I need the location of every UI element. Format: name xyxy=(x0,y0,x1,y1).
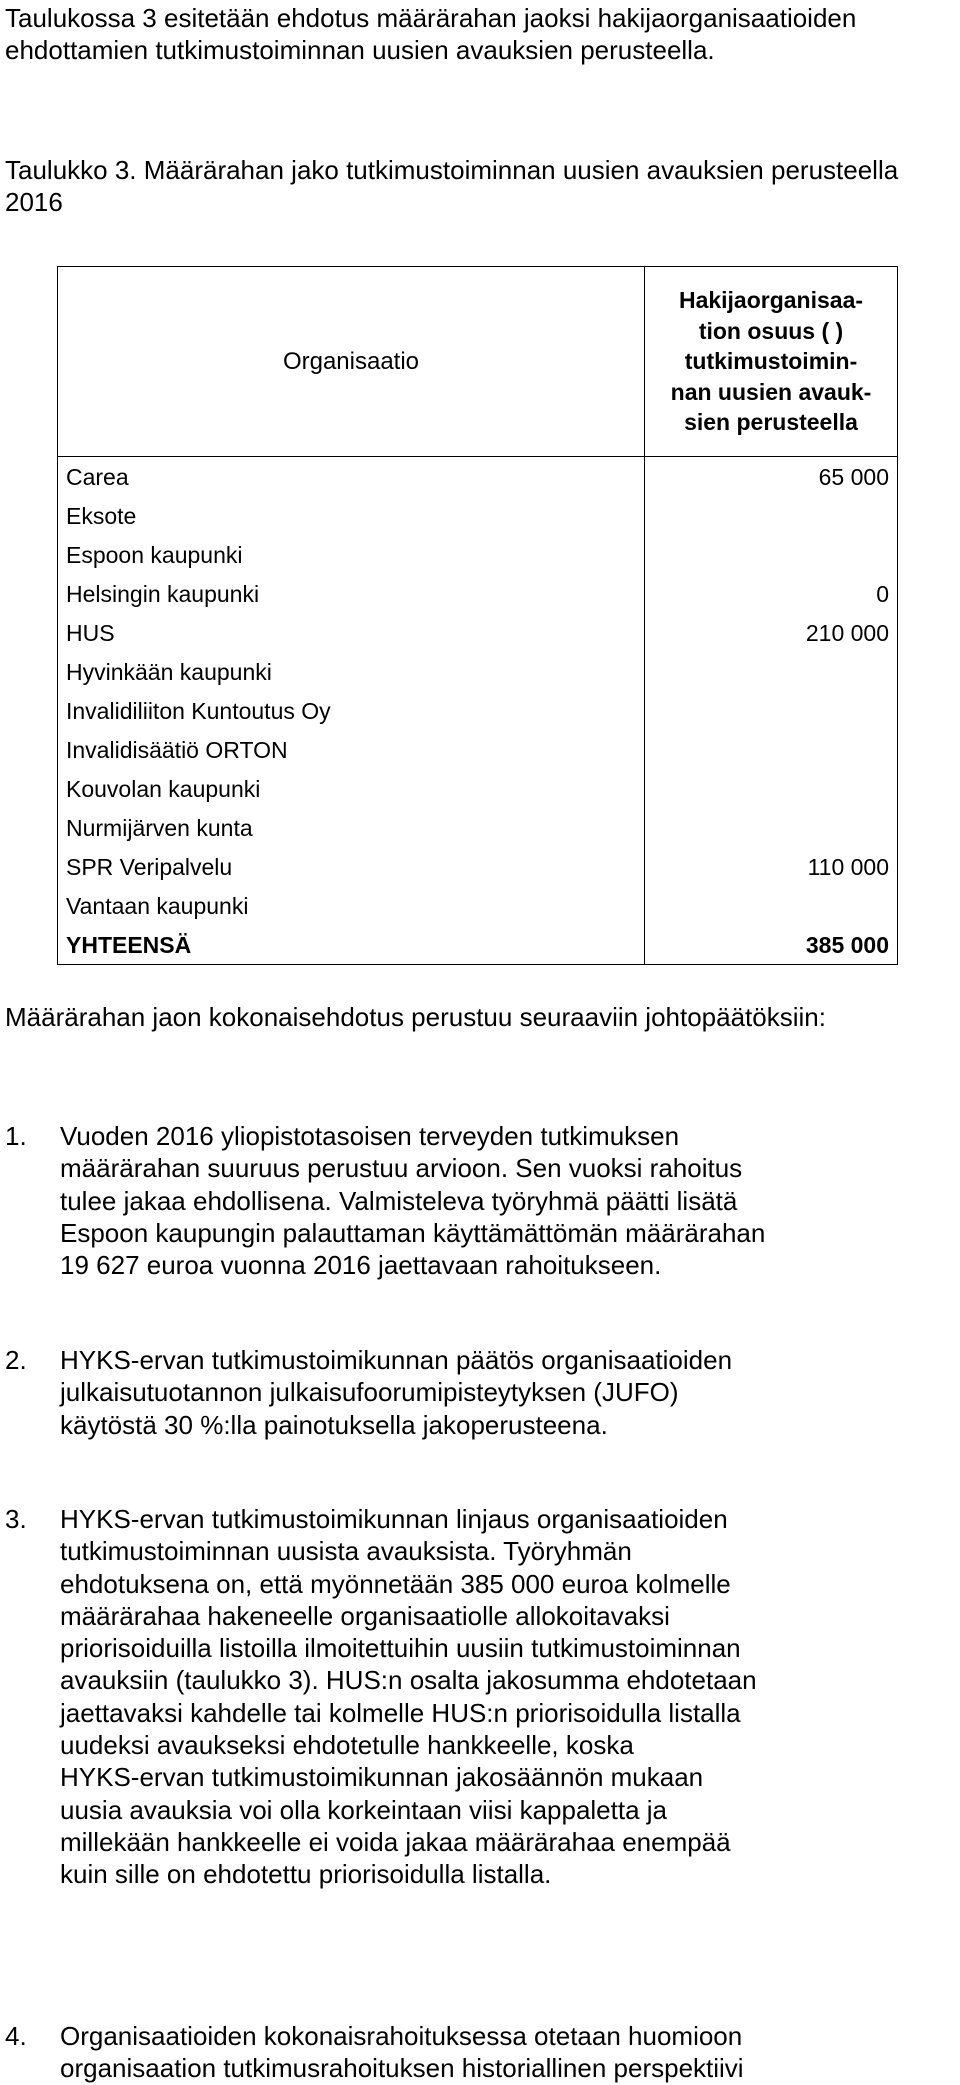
list-item-text: Vuoden 2016 yliopistotasoisen terveyden tutkimuksen määrärahan suuruus perustuu arvioon. Sen vuoksi rahoitus tulee jakaa ehdollisena. Valmisteleva työryhmä päätti lisätä Espoon kaupungin palauttaman käyttämättömän määrärahan 19 627 euroa vuonna 2016 jaettavaan rahoitukseen. xyxy=(60,1121,766,1281)
list-item-number: 1. xyxy=(5,1121,27,1151)
share-value-cell xyxy=(645,808,898,847)
organisation-cell: Espoon kaupunki xyxy=(58,535,645,574)
organisation-cell: Eksote xyxy=(58,496,645,535)
list-item-number: 2. xyxy=(5,1345,27,1375)
table-caption: Taulukko 3. Määrärahan jako tutkimustoiminnan uusien avauksien perusteella 2016 xyxy=(5,155,899,217)
table-row xyxy=(58,730,898,769)
share-value-cell: 110 000 xyxy=(645,847,898,886)
organisation-cell: Nurmijärven kunta xyxy=(58,808,645,847)
share-value-cell: 210 000 xyxy=(645,613,898,652)
table-row xyxy=(58,574,898,613)
table-row xyxy=(58,535,898,574)
table-row xyxy=(58,847,898,886)
organisation-cell: Kouvolan kaupunki xyxy=(58,769,645,808)
list-item-text: Organisaatioiden kokonaisrahoituksessa otetaan huomioon organisaation tutkimusrahoituksen historiallinen perspektiivi xyxy=(60,2021,744,2084)
table-total-row xyxy=(58,925,898,965)
share-value-cell xyxy=(645,496,898,535)
header-organisation: Organisaatio xyxy=(58,267,645,457)
organisation-cell: HUS xyxy=(58,613,645,652)
total-label-cell: YHTEENSÄ xyxy=(58,925,645,965)
share-value-cell xyxy=(645,769,898,808)
organisation-cell: Carea xyxy=(58,457,645,497)
organisation-cell: Hyvinkään kaupunki xyxy=(58,652,645,691)
share-value-cell xyxy=(645,691,898,730)
share-value-cell xyxy=(645,730,898,769)
table-row xyxy=(58,496,898,535)
table-row xyxy=(58,691,898,730)
total-value-cell: 385 000 xyxy=(645,925,898,965)
organisation-cell: Vantaan kaupunki xyxy=(58,886,645,925)
table-row xyxy=(58,886,898,925)
share-value-cell: 65 000 xyxy=(645,457,898,497)
intro-paragraph: Taulukossa 3 esitetään ehdotus määrärahan jaoksi hakijaorganisaatioiden ehdottamien tutkimustoiminnan uusien avauksien perusteella. xyxy=(5,3,857,65)
organisation-cell: Invalidisäätiö ORTON xyxy=(58,730,645,769)
share-value-cell xyxy=(645,652,898,691)
table-body xyxy=(58,457,898,965)
organisation-cell: Helsingin kaupunki xyxy=(58,574,645,613)
organisation-cell: Invalidiliiton Kuntoutus Oy xyxy=(58,691,645,730)
list-item-number: 4. xyxy=(5,2021,27,2051)
table-row xyxy=(58,808,898,847)
organisation-cell: SPR Veripalvelu xyxy=(58,847,645,886)
table-row xyxy=(58,613,898,652)
share-value-cell xyxy=(645,535,898,574)
table-row xyxy=(58,769,898,808)
header-share: Hakijaorganisaa- tion osuus ( ) tutkimustoimin- nan uusien avauk- sien perusteella xyxy=(645,267,898,457)
allocation-table xyxy=(57,266,898,965)
table-header-row xyxy=(58,267,898,457)
share-value-cell xyxy=(645,886,898,925)
share-value-cell: 0 xyxy=(645,574,898,613)
list-item-number: 3. xyxy=(5,1504,27,1534)
table-row xyxy=(58,457,898,497)
list-item-text: HYKS-ervan tutkimustoimikunnan linjaus organisaatioiden tutkimustoiminnan uusista avauksista. Työryhmän ehdotuksena on, että myönnetään 385 000 euroa kolmelle määrärahaa hakeneelle organisaatiolle allokoitavaksi priorisoiduilla listoilla ilmoitettuihin uusiin tutkimustoiminnan avauksiin (taulukko 3). HUS:n osalta jakosumma ehdotetaan jaettavaksi kahdelle tai kolmelle HUS:n priorisoidulla listalla uudeksi avaukseksi ehdotetulle hankkeelle, koska HYKS-ervan tutkimustoimikunnan jakosäännön mukaan uusia avauksia voi olla korkeintaan viisi kappaletta ja millekään hankkeelle ei voida jakaa määrärahaa enempää kuin sille on ehdotettu priorisoidulla listalla. xyxy=(60,1504,757,1890)
conclusion-paragraph: Määrärahan jaon kokonaisehdotus perustuu seuraaviin johtopäätöksiin: xyxy=(5,1002,826,1032)
list-item-text: HYKS-ervan tutkimustoimikunnan päätös organisaatioiden julkaisutuotannon julkaisufoorumipisteytyksen (JUFO) käytöstä 30 %:lla painotuksella jakoperusteena. xyxy=(60,1345,733,1440)
table-row xyxy=(58,652,898,691)
